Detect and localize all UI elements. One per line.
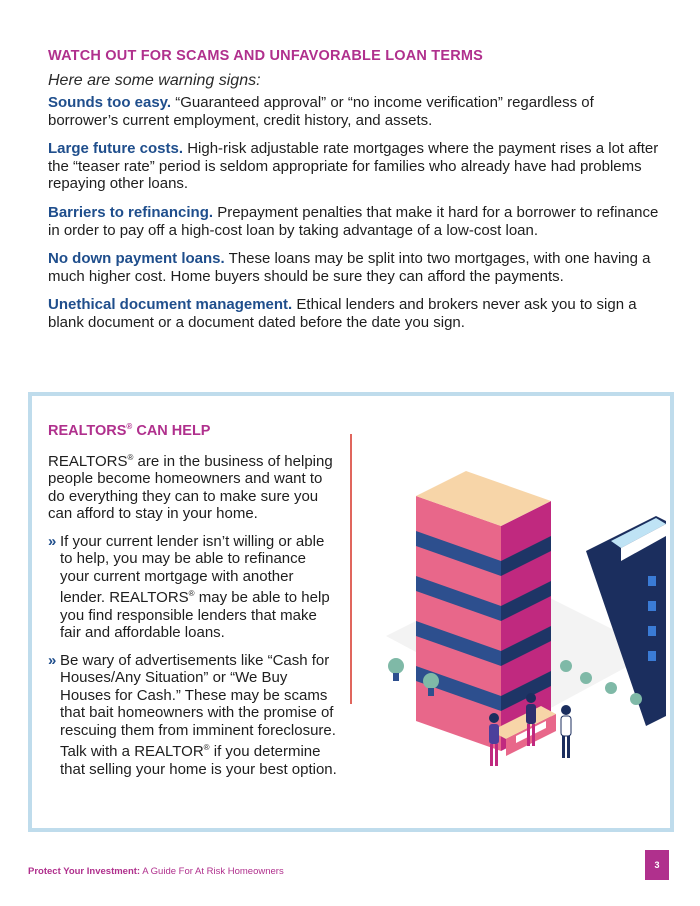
dark-building (586, 516, 666, 726)
warning-heading: Barriers to refinancing. (48, 203, 214, 221)
help-title-text: REALTORS (48, 422, 127, 439)
warning-item (48, 94, 668, 129)
bullet-text-a: Be wary of advertisements like “Cash for Houses/Any Situation” or “We Buy Houses for Cash.” These may be scams that bait homeowners with the promise of rescuing them from imminent foreclosure. Talk with a REALTOR (60, 651, 336, 761)
warning-item (48, 204, 668, 239)
warning-body: “Guaranteed approval” or “no income verification” regardless of borrower’s current employment, credit history, and assets. (48, 94, 594, 129)
registered-mark: ® (203, 743, 210, 753)
intro-text-b: are in the business of helping people become homeowners and want to do everything they can to make sure you can afford to stay in your home. (48, 452, 333, 523)
bullet-text (60, 533, 338, 642)
scams-title: WATCH OUT FOR SCAMS AND UNFAVORABLE LOAN TERMS (48, 48, 484, 64)
warning-item (48, 250, 668, 285)
page-number-badge: 3 (645, 850, 669, 880)
bullet-text-b: may be able to help you find responsible lenders that make fair and affordable loans. (60, 589, 330, 642)
warning-body: High-risk adjustable rate mortgages where the payment rises a lot after the “teaser rate” period is seldom appropriate for families who already have had problems repaying other loans. (48, 140, 659, 193)
realtors-help-title (48, 422, 338, 439)
warning-body: These loans may be split into two mortgages, with one having a much higher cost. Home buyers should be sure they can afford the payments. (48, 250, 651, 285)
realtors-help-text (48, 422, 338, 788)
registered-mark: ® (126, 422, 133, 431)
warning-intro: Here are some warning signs: (48, 72, 261, 89)
warning-heading: No down payment loans. (48, 250, 225, 268)
registered-mark: ® (188, 589, 195, 599)
registered-mark: ® (127, 452, 134, 462)
bullet-marker: » (48, 651, 57, 669)
scams-section (48, 48, 668, 343)
help-bullet (48, 533, 338, 642)
help-bullet (48, 652, 338, 779)
warning-item (48, 296, 668, 331)
warning-body: Ethical lenders and brokers never ask you to sign a blank document or a document dated before the date you sign. (48, 296, 637, 331)
realtors-callout-box (28, 392, 674, 832)
bullet-marker: » (48, 532, 57, 550)
realtors-intro-paragraph (48, 449, 338, 523)
footer-title-rest: A Guide For At Risk Homeowners (140, 866, 284, 877)
warning-heading: Large future costs. (48, 140, 184, 158)
warning-heading: Unethical document management. (48, 296, 293, 314)
footer (28, 866, 284, 877)
intro-text-a: REALTORS (48, 452, 128, 470)
footer-title-bold: Protect Your Investment: (28, 866, 141, 877)
help-title-rest: CAN HELP (132, 422, 211, 439)
warning-item (48, 140, 668, 193)
warning-heading: Sounds too easy. (48, 94, 172, 111)
warning-body: Prepayment penalties that make it hard for a borrower to refinance in order to pay off a high-cost loan by taking advantage of a low-cost loan. (48, 203, 659, 239)
vertical-divider (350, 434, 352, 704)
bullet-text-b: if you determine that selling your home is your best option. (60, 743, 337, 778)
bullet-text-a: If your current lender isn’t willing or able to help, you may be able to refinance your current mortgage with another lender. REALTORS (60, 532, 325, 607)
bullet-text (60, 652, 338, 779)
city-illustration (356, 456, 666, 786)
